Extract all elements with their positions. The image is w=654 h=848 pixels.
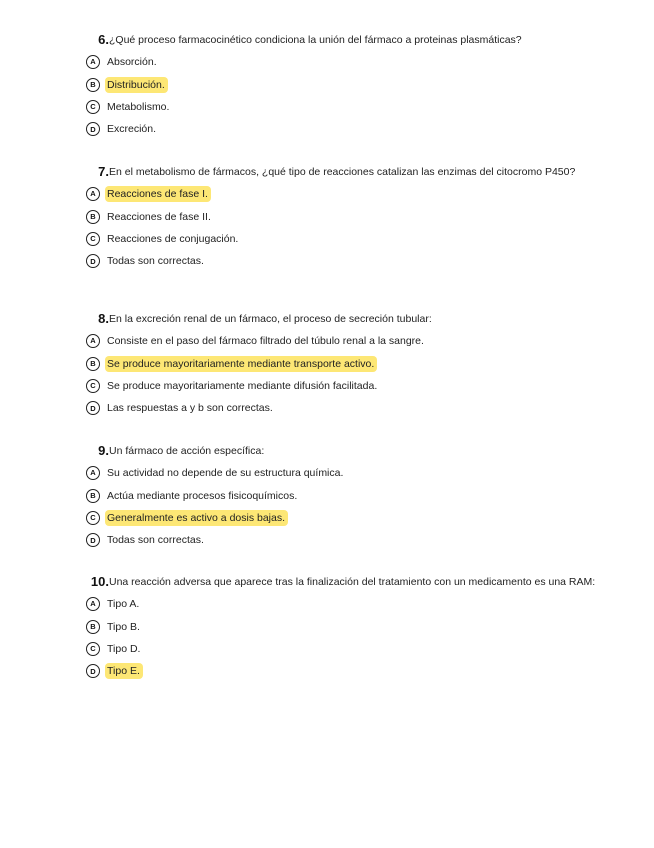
question-number: 7. (98, 164, 109, 179)
option-text: Excreción. (107, 123, 157, 136)
question-text: En la excreción renal de un fármaco, el proceso de secreción tubular: (109, 313, 432, 325)
option-list (82, 593, 602, 683)
question-header (82, 164, 602, 179)
option-text: Consiste en el paso del fármaco filtrado del túbulo renal a la sangre. (107, 335, 424, 348)
option-letter-badge: A (86, 466, 100, 480)
option-letter-badge: B (86, 489, 100, 503)
option-text: Se produce mayoritariamente mediante difusión facilitada. (107, 379, 378, 392)
option-letter-badge: C (86, 232, 100, 246)
option-c[interactable] (86, 507, 602, 529)
question-number: 9. (98, 443, 109, 458)
question-text: En el metabolismo de fármacos, ¿qué tipo de reacciones catalizan las enzimas del citocromo P450? (109, 166, 576, 178)
option-b[interactable] (86, 73, 602, 95)
question-text: Una reacción adversa que aparece tras la finalización del tratamiento con un medicamento es una RAM: (109, 576, 596, 588)
option-text: Tipo D. (107, 642, 141, 655)
option-text: Las respuestas a y b son correctas. (107, 402, 273, 415)
option-text: Reacciones de conjugación. (107, 232, 239, 245)
option-text-highlighted: Se produce mayoritariamente mediante transporte activo. (105, 356, 377, 372)
question-7 (82, 164, 602, 273)
option-letter-badge: A (86, 334, 100, 348)
option-a[interactable] (86, 183, 602, 205)
option-letter-badge: C (86, 379, 100, 393)
option-letter-badge: D (86, 401, 100, 415)
option-d[interactable] (86, 118, 602, 140)
option-b[interactable] (86, 205, 602, 227)
option-b[interactable] (86, 484, 602, 506)
option-c[interactable] (86, 638, 602, 660)
option-a[interactable] (86, 330, 602, 352)
option-list (82, 462, 602, 552)
option-text: Absorción. (107, 56, 157, 69)
option-text-highlighted: Distribución. (105, 77, 168, 93)
option-a[interactable] (86, 51, 602, 73)
option-c[interactable] (86, 96, 602, 118)
question-header (82, 311, 602, 326)
option-letter-badge: D (86, 254, 100, 268)
question-9 (82, 443, 602, 552)
option-letter-badge: A (86, 55, 100, 69)
question-header (82, 443, 602, 458)
option-text: Todas son correctas. (107, 255, 204, 268)
option-c[interactable] (86, 228, 602, 250)
question-number: 8. (98, 311, 109, 326)
option-b[interactable] (86, 615, 602, 637)
question-number: 6. (98, 32, 109, 47)
option-letter-badge: D (86, 533, 100, 547)
option-letter-badge: B (86, 78, 100, 92)
option-b[interactable] (86, 352, 602, 374)
question-text: ¿Qué proceso farmacocinético condiciona la unión del fármaco a proteinas plasmáticas? (109, 34, 522, 46)
question-text: Un fármaco de acción específica: (109, 445, 265, 457)
option-a[interactable] (86, 462, 602, 484)
option-letter-badge: B (86, 210, 100, 224)
option-c[interactable] (86, 375, 602, 397)
option-letter-badge: B (86, 620, 100, 634)
option-letter-badge: D (86, 664, 100, 678)
option-a[interactable] (86, 593, 602, 615)
question-10 (82, 574, 602, 683)
option-text: Tipo B. (107, 620, 140, 633)
option-list (82, 51, 602, 141)
option-d[interactable] (86, 529, 602, 551)
option-text-highlighted: Generalmente es activo a dosis bajas. (105, 510, 288, 526)
option-text: Reacciones de fase II. (107, 210, 211, 223)
question-header (82, 574, 602, 589)
option-letter-badge: C (86, 100, 100, 114)
option-letter-badge: A (86, 597, 100, 611)
option-text-highlighted: Tipo E. (105, 663, 143, 679)
option-text: Tipo A. (107, 598, 140, 611)
option-text: Su actividad no depende de su estructura química. (107, 467, 344, 480)
option-letter-badge: C (86, 642, 100, 656)
question-header (82, 32, 602, 47)
option-d[interactable] (86, 660, 602, 682)
option-letter-badge: C (86, 511, 100, 525)
option-letter-badge: D (86, 122, 100, 136)
option-d[interactable] (86, 397, 602, 419)
option-list (82, 330, 602, 420)
option-letter-badge: B (86, 357, 100, 371)
option-list (82, 183, 602, 273)
option-text: Todas son correctas. (107, 534, 204, 547)
option-letter-badge: A (86, 187, 100, 201)
question-8 (82, 311, 602, 420)
option-text: Actúa mediante procesos fisicoquímicos. (107, 489, 298, 502)
question-number: 10. (90, 574, 109, 589)
question-6 (82, 32, 602, 141)
option-text: Metabolismo. (107, 100, 170, 113)
option-text-highlighted: Reacciones de fase I. (105, 186, 211, 202)
option-d[interactable] (86, 250, 602, 272)
